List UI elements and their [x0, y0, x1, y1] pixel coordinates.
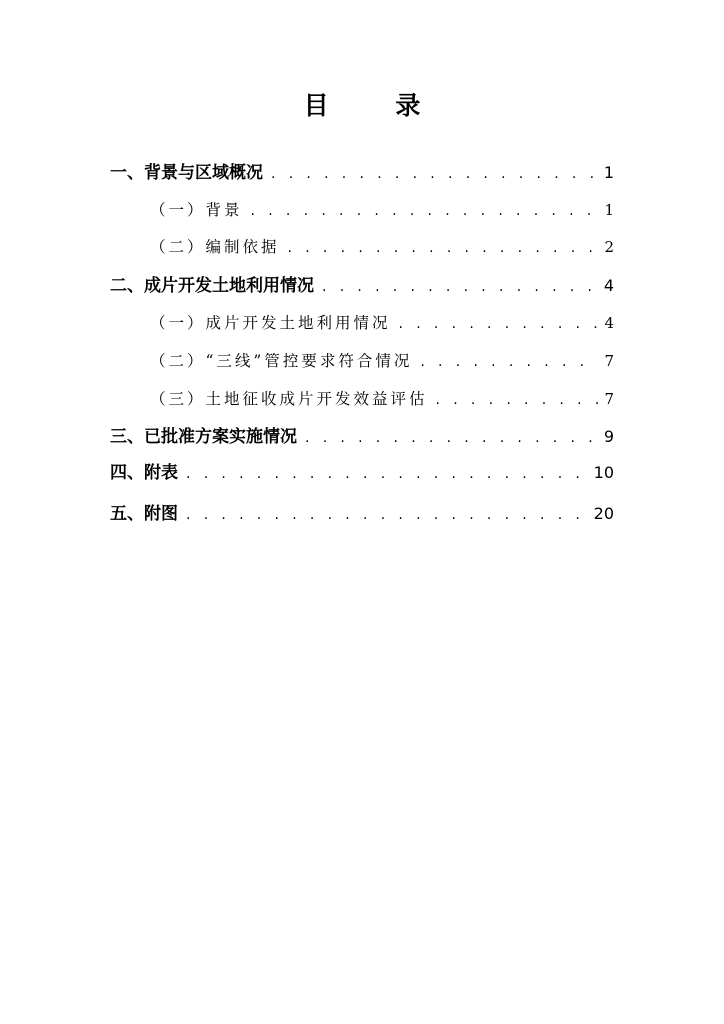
- toc-entry-label: 五、附图: [110, 504, 178, 524]
- toc-entry-page: 1: [604, 201, 614, 219]
- toc-entry-page: 1: [603, 163, 614, 182]
- toc-entry[interactable]: [110, 502, 614, 526]
- toc-entry-page: 4: [603, 276, 614, 295]
- dot-leader: [399, 312, 598, 336]
- dot-leader: [322, 275, 598, 299]
- dot-leader: [420, 350, 598, 374]
- toc-entry-label: （三）土地征收成片开发效益评估: [150, 390, 428, 408]
- dot-leader: [186, 503, 588, 527]
- toc-entry[interactable]: [150, 349, 614, 373]
- dot-leader: [436, 388, 598, 412]
- toc-entry[interactable]: [150, 198, 614, 222]
- dot-leader: [271, 162, 598, 186]
- toc-entry[interactable]: [110, 461, 614, 485]
- dot-leader: [186, 462, 588, 486]
- dot-leader: [305, 426, 598, 450]
- toc-entry-label: 一、背景与区域概况: [110, 163, 263, 183]
- toc-entry[interactable]: [150, 387, 614, 411]
- toc-entry-label: （一）背景: [150, 201, 243, 219]
- toc-entry-page: 10: [593, 463, 614, 482]
- toc-entry-label: （二）“三线”管控要求符合情况: [150, 352, 413, 370]
- toc-entry-page: 2: [604, 238, 614, 256]
- toc-entry-label: （一）成片开发土地利用情况: [150, 314, 391, 332]
- toc-entry[interactable]: [110, 425, 614, 449]
- toc-entry-page: 7: [604, 390, 614, 408]
- toc-entry-page: 20: [593, 504, 614, 523]
- dot-leader: [251, 199, 598, 223]
- toc-title: 目 录: [303, 91, 450, 120]
- toc-entry[interactable]: [110, 274, 614, 298]
- toc-entry[interactable]: [150, 235, 614, 259]
- toc-entry-page: 4: [604, 314, 614, 332]
- toc-entry-page: 9: [603, 427, 614, 446]
- toc-entry[interactable]: [150, 311, 614, 335]
- toc-entry-label: 四、附表: [110, 463, 178, 483]
- toc-entry-page: 7: [604, 352, 614, 370]
- toc-entry-label: 二、成片开发土地利用情况: [110, 276, 314, 296]
- toc-entry-label: 三、已批准方案实施情况: [110, 427, 297, 447]
- dot-leader: [288, 236, 598, 260]
- toc-entry-label: （二）编制依据: [150, 238, 280, 256]
- toc-entry[interactable]: [110, 161, 614, 185]
